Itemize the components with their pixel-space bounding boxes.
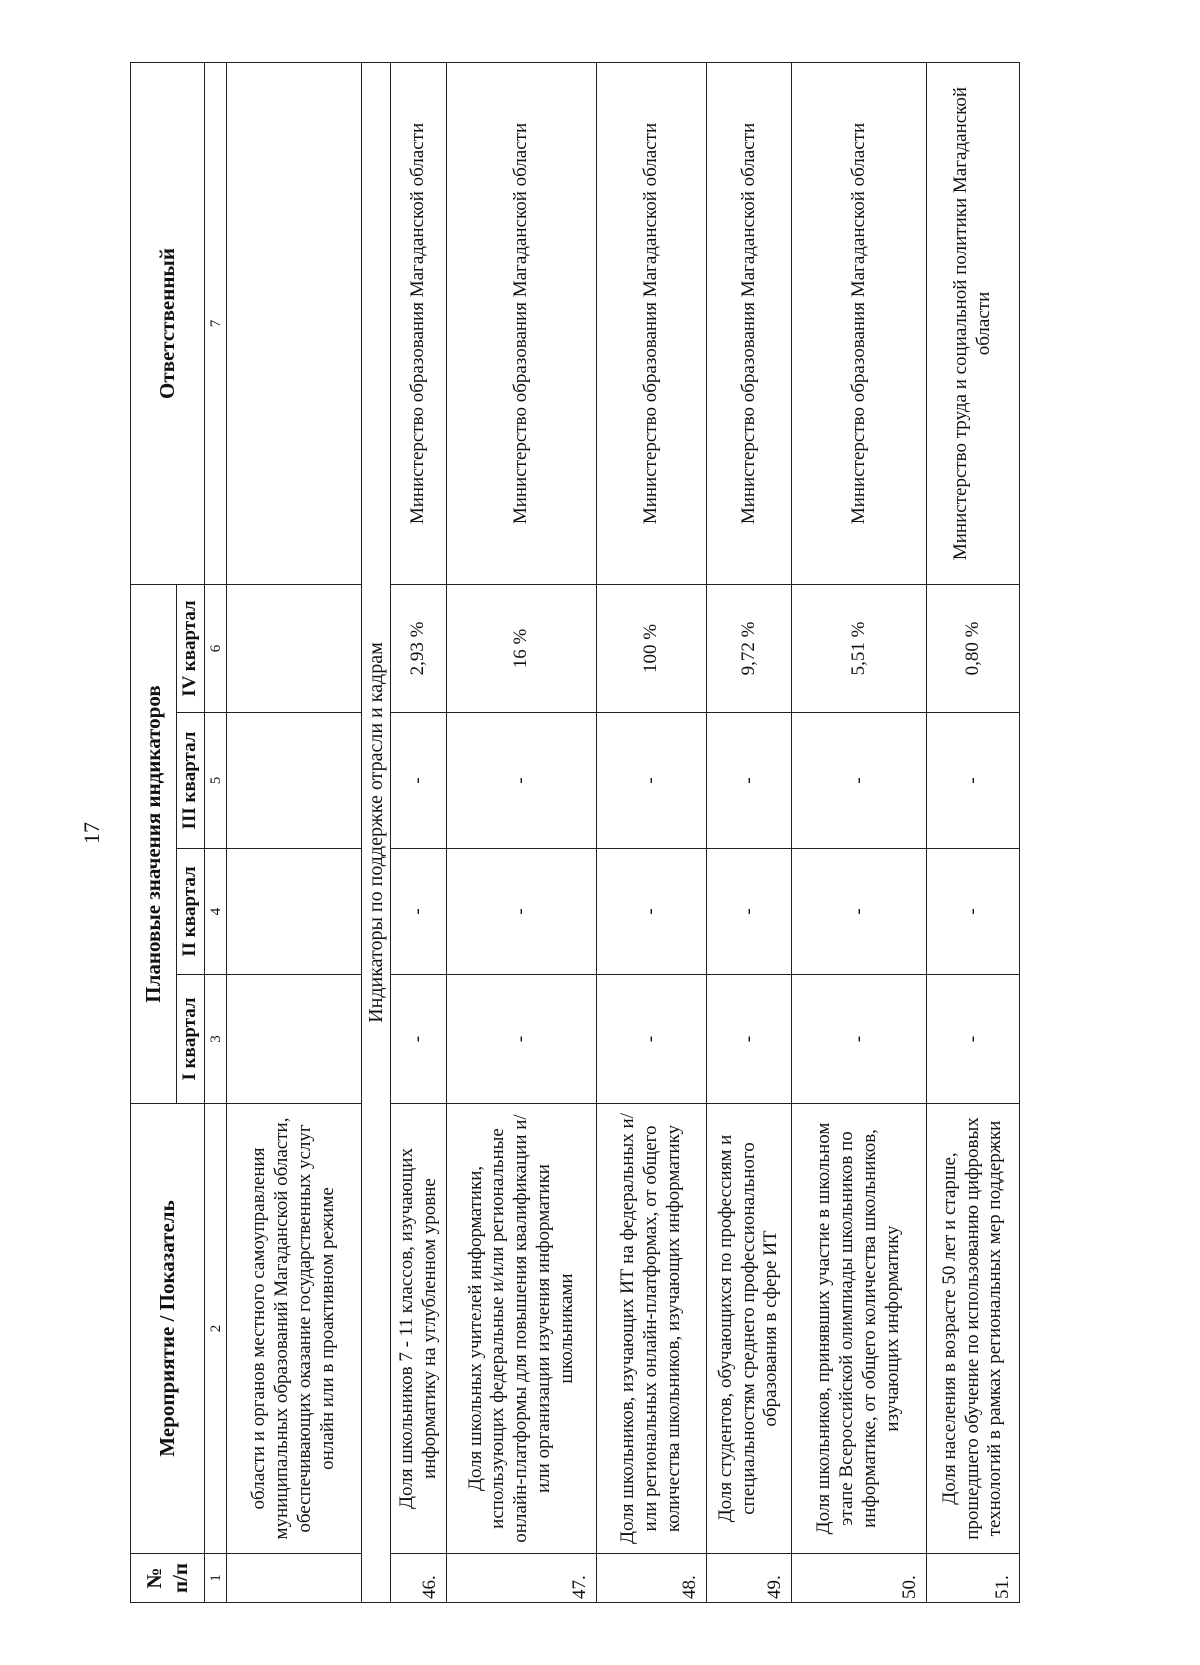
empty-cell: [227, 975, 362, 1104]
responsible-text: Министерство труда и социальной политики Магаданской области: [927, 63, 1020, 585]
row-number: 46.: [391, 1554, 447, 1603]
header-row-main: [131, 63, 177, 1603]
continuation-row: [227, 63, 362, 1603]
col-header-q1: I квартал: [177, 975, 205, 1104]
indicator-text: Доля населения в возрасте 50 лет и старше, прошедшего обучение по использованию цифровых технологий в рамках региональных мер поддержки: [927, 1104, 1020, 1554]
q4-value: 9,72 %: [707, 585, 792, 713]
empty-cell: [227, 585, 362, 713]
table-row: [792, 63, 927, 1603]
col-header-measure: Мероприятие / Показатель: [131, 1104, 205, 1554]
indicator-text: Доля школьников 7 - 11 классов, изучающих информатику на углубленном уровне: [391, 1104, 447, 1554]
indicators-table: [130, 62, 1020, 1603]
q1-value: -: [391, 975, 447, 1104]
indicator-text: Доля школьников, принявших участие в школьном этапе Всероссийской олимпиады школьников по информатике, от общего количества школьников, изучающих информатику: [792, 1104, 927, 1554]
q1-value: -: [597, 975, 707, 1104]
col-number: 5: [205, 713, 227, 849]
table-row: [447, 63, 597, 1603]
indicator-text: Доля школьников, изучающих ИТ на федеральных и/или региональных онлайн-платформах, от общего количества школьников, изучающих информатику: [597, 1104, 707, 1554]
q1-value: -: [447, 975, 597, 1104]
q2-value: -: [927, 849, 1020, 975]
responsible-text: Министерство образования Магаданской области: [391, 63, 447, 585]
table-row: [927, 63, 1020, 1603]
q2-value: -: [707, 849, 792, 975]
empty-cell: [227, 63, 362, 585]
q1-value: -: [707, 975, 792, 1104]
col-header-q2: II квартал: [177, 849, 205, 975]
q2-value: -: [447, 849, 597, 975]
q1-value: -: [792, 975, 927, 1104]
responsible-text: Министерство образования Магаданской области: [597, 63, 707, 585]
col-number: 6: [205, 585, 227, 713]
row-number: 47.: [447, 1554, 597, 1603]
section-row: [362, 63, 391, 1603]
q3-value: -: [707, 713, 792, 849]
col-number: 4: [205, 849, 227, 975]
table-row: [597, 63, 707, 1603]
q4-value: 2,93 %: [391, 585, 447, 713]
responsible-text: Министерство образования Магаданской области: [447, 63, 597, 585]
q3-value: -: [792, 713, 927, 849]
section-title: Индикаторы по поддержке отрасли и кадрам: [362, 63, 391, 1603]
rotated-table-container: [130, 63, 1014, 1603]
col-number: 1: [205, 1554, 227, 1603]
continuation-num-cell: [227, 1554, 362, 1603]
table-row: [391, 63, 447, 1603]
col-number: 7: [205, 63, 227, 585]
col-header-q4: IV квартал: [177, 585, 205, 713]
row-number: 50.: [792, 1554, 927, 1603]
q2-value: -: [792, 849, 927, 975]
col-number: 3: [205, 975, 227, 1104]
col-header-q3: III квартал: [177, 713, 205, 849]
row-number: 49.: [707, 1554, 792, 1603]
empty-cell: [227, 849, 362, 975]
q3-value: -: [927, 713, 1020, 849]
col-header-num: № п/п: [131, 1554, 205, 1603]
column-number-row: [205, 63, 227, 1603]
q3-value: -: [597, 713, 707, 849]
q2-value: -: [597, 849, 707, 975]
q1-value: -: [927, 975, 1020, 1104]
q4-value: 100 %: [597, 585, 707, 713]
responsible-text: Министерство образования Магаданской области: [792, 63, 927, 585]
indicator-text: Доля школьных учителей информатики, использующих федеральные и/или региональные онлайн-платформы для повышения квалификации и/или организации изучения информатики школьниками: [447, 1104, 597, 1554]
col-header-planned: Плановые значения индикаторов: [131, 585, 177, 1104]
col-number: 2: [205, 1104, 227, 1554]
q4-value: 0,80 %: [927, 585, 1020, 713]
q4-value: 5,51 %: [792, 585, 927, 713]
page-number: 17: [79, 822, 104, 844]
indicator-text: Доля студентов, обучающихся по профессиям и специальностям среднего профессионального образования в сфере ИТ: [707, 1104, 792, 1554]
col-header-responsible: Ответственный: [131, 63, 205, 585]
q2-value: -: [391, 849, 447, 975]
table-row: [707, 63, 792, 1603]
q3-value: -: [391, 713, 447, 849]
empty-cell: [227, 713, 362, 849]
q3-value: -: [447, 713, 597, 849]
responsible-text: Министерство образования Магаданской области: [707, 63, 792, 585]
row-number: 48.: [597, 1554, 707, 1603]
row-number: 51.: [927, 1554, 1020, 1603]
continuation-text: области и органов местного самоуправления муниципальных образований Магаданской области, обеспечивающих оказание государственных услуг онлайн или в проактивном режиме: [227, 1104, 362, 1554]
q4-value: 16 %: [447, 585, 597, 713]
